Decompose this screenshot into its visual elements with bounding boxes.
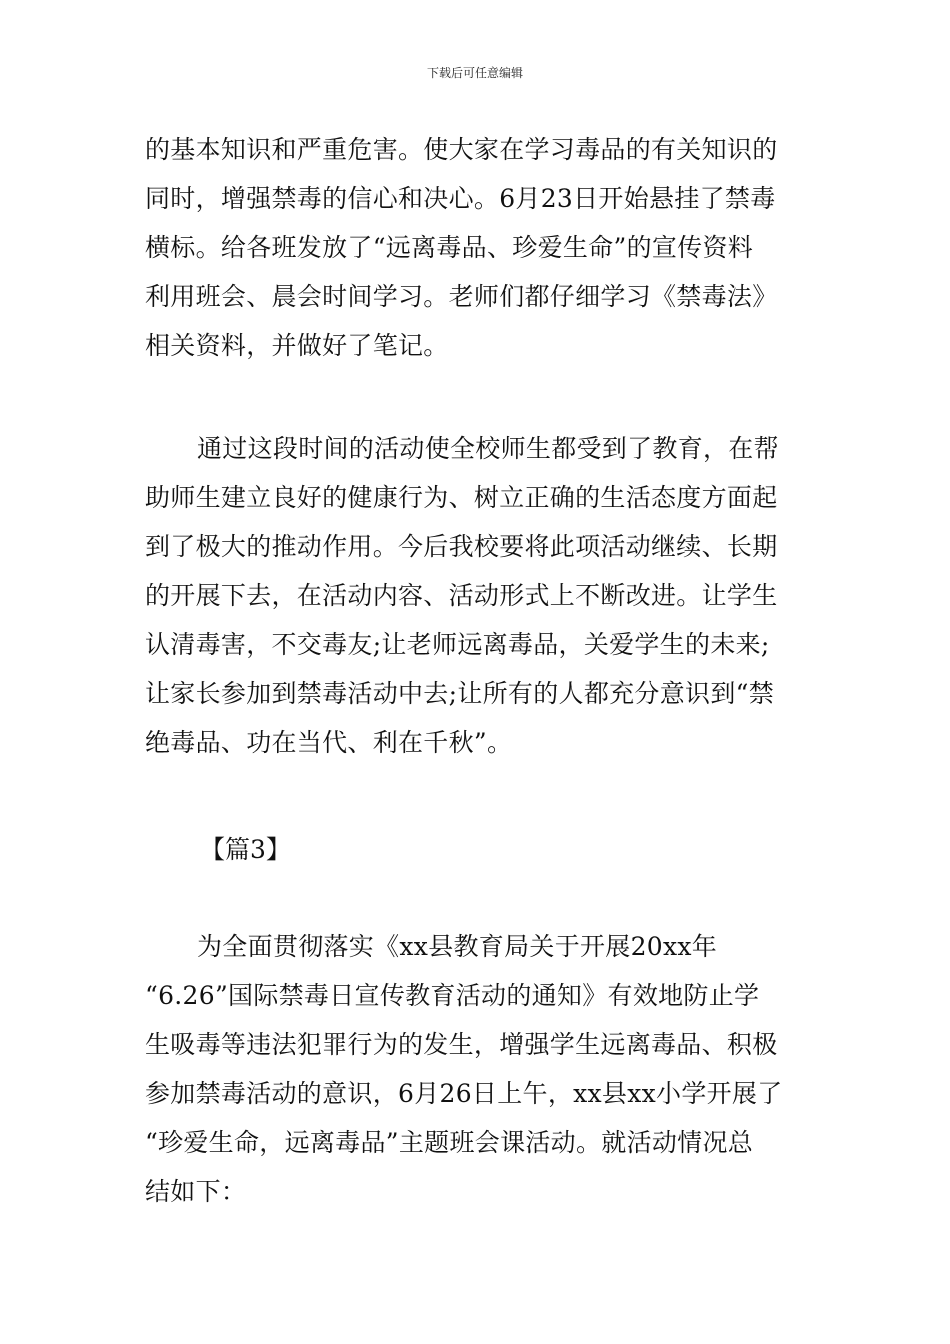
paragraph-2 (145, 424, 807, 767)
paragraph-1-line-5: 相关资料，并做好了笔记。 (145, 331, 449, 360)
paragraph-3-line-6: 结如下： (145, 1177, 247, 1206)
paragraph-2-line-1: 通过这段时间的活动使全校师生都受到了教育，在帮 (197, 434, 779, 463)
paragraph-1 (145, 125, 807, 370)
paragraph-2-line-6: 让家长参加到禁毒活动中去;让所有的人都充分意识到“禁 (145, 679, 775, 708)
paragraph-3-line-2: “6.26”国际禁毒日宣传教育活动的通知》有效地防止学 (145, 981, 760, 1010)
paragraph-1-line-1: 的基本知识和严重危害。使大家在学习毒品的有关知识的 (145, 135, 778, 164)
paragraph-3-line-4: 参加禁毒活动的意识，6月26日上午，xx县xx小学开展了 (145, 1079, 783, 1108)
paragraph-2-line-3: 到了极大的推动作用。今后我校要将此项活动继续、长期 (145, 532, 778, 561)
paragraph-2-line-7: 绝毒品、功在当代、利在千秋”。 (145, 728, 513, 757)
paragraph-3-line-5: “珍爱生命，远离毒品”主题班会课活动。就活动情况总 (145, 1128, 754, 1157)
paragraph-1-line-4: 利用班会、晨会时间学习。老师们都仔细学习《禁毒法》 (145, 282, 778, 311)
page-header: 下载后可任意编辑 (426, 66, 523, 80)
paragraph-2-line-4: 的开展下去，在活动内容、活动形式上不断改进。让学生 (145, 581, 778, 610)
paragraph-3-line-1: 为全面贯彻落实《xx县教育局关于开展20xx年 (197, 932, 718, 961)
paragraph-1-line-3: 横标。给各班发放了“远离毒品、珍爱生命”的宣传资料 (145, 233, 754, 262)
paragraph-2-line-2: 助师生建立良好的健康行为、树立正确的生活态度方面起 (145, 483, 778, 512)
paragraph-1-line-2: 同时，增强禁毒的信心和决心。6月23日开始悬挂了禁毒 (145, 184, 776, 213)
paragraph-2-line-5: 认清毒害，不交毒友;让老师远离毒品，关爱学生的未来; (145, 630, 770, 659)
paragraph-3-line-3: 生吸毒等违法犯罪行为的发生，增强学生远离毒品、积极 (145, 1030, 778, 1059)
paragraph-3 (145, 922, 807, 1216)
section-heading: 【篇3】 (200, 835, 291, 864)
